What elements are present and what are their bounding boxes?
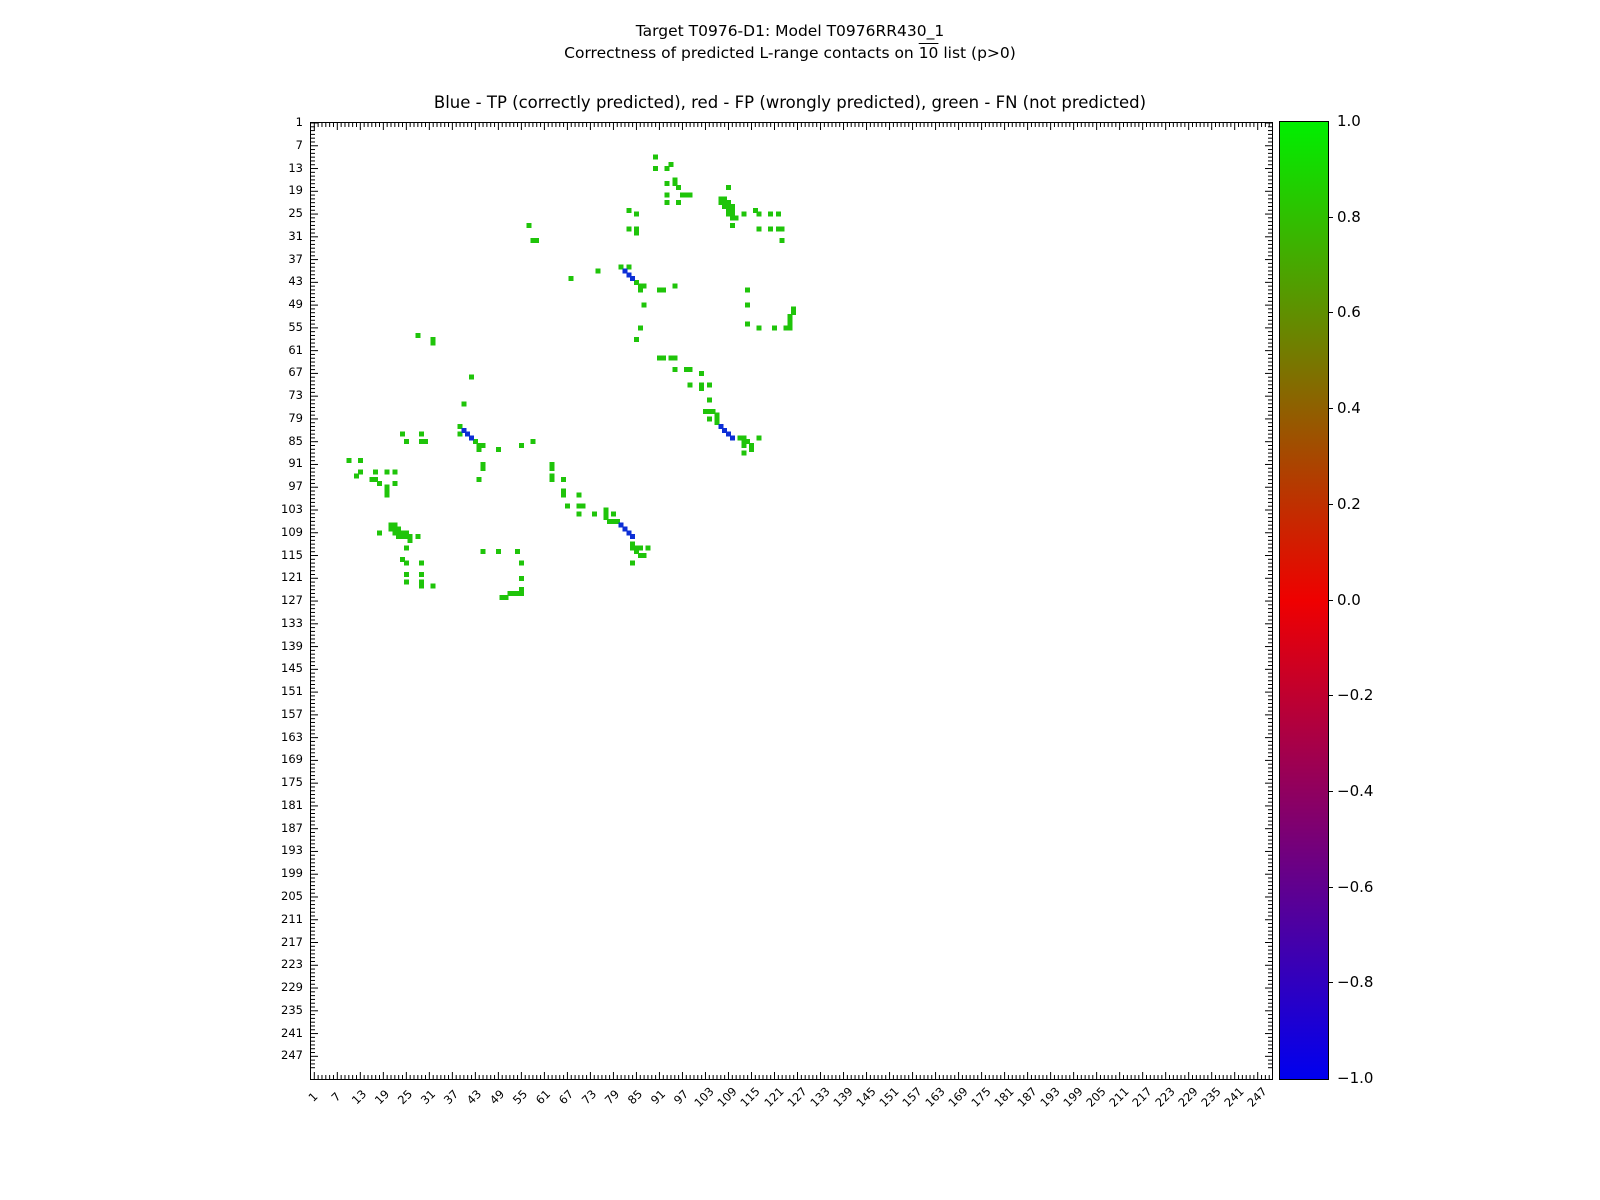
x-tick-label: 139 bbox=[829, 1084, 856, 1110]
contact-point bbox=[707, 382, 712, 387]
x-tick-label: 211 bbox=[1105, 1084, 1132, 1110]
contact-point bbox=[638, 287, 643, 292]
contact-point bbox=[481, 466, 486, 471]
y-tick-label: 109 bbox=[281, 524, 303, 539]
y-tick-label: 91 bbox=[288, 456, 303, 471]
contact-point bbox=[377, 481, 382, 486]
colorbar-tick-label: −0.6 bbox=[1337, 878, 1374, 896]
contact-point bbox=[515, 549, 520, 554]
contact-point bbox=[431, 583, 436, 588]
x-tick-label: 109 bbox=[714, 1084, 741, 1110]
contact-point bbox=[404, 580, 409, 585]
x-tick-label: 115 bbox=[737, 1084, 764, 1110]
contact-point bbox=[596, 269, 601, 274]
contact-point bbox=[630, 534, 635, 539]
contact-point bbox=[772, 325, 777, 330]
contact-point bbox=[527, 223, 532, 228]
y-tick-label: 247 bbox=[281, 1048, 303, 1063]
title-line2-prefix: Correctness of predicted L-range contacts on bbox=[564, 44, 919, 62]
contact-point bbox=[431, 341, 436, 346]
contact-point bbox=[780, 227, 785, 232]
colorbar-tick bbox=[1328, 887, 1333, 888]
colorbar-tick bbox=[1328, 312, 1333, 313]
y-tick-label: 133 bbox=[281, 615, 303, 630]
contact-point bbox=[611, 511, 616, 516]
x-tick-label: 103 bbox=[691, 1084, 718, 1110]
colorbar-tick-label: −1.0 bbox=[1337, 1069, 1374, 1087]
contact-point bbox=[419, 583, 424, 588]
x-tick-label: 19 bbox=[372, 1086, 393, 1108]
contact-point bbox=[672, 367, 677, 372]
colorbar bbox=[1279, 121, 1329, 1080]
y-tick-label: 217 bbox=[281, 934, 303, 949]
contact-point bbox=[408, 538, 413, 543]
contact-point bbox=[745, 287, 750, 292]
contact-point bbox=[665, 193, 670, 198]
y-tick-label: 139 bbox=[281, 638, 303, 653]
contact-point bbox=[734, 215, 739, 220]
contact-point bbox=[672, 356, 677, 361]
contact-point bbox=[519, 576, 524, 581]
contact-point bbox=[780, 238, 785, 243]
y-tick-label: 163 bbox=[281, 729, 303, 744]
contact-point bbox=[519, 561, 524, 566]
y-tick-label: 13 bbox=[288, 160, 303, 175]
contact-point bbox=[688, 367, 693, 372]
x-tick-label: 13 bbox=[349, 1086, 370, 1108]
contact-point bbox=[741, 451, 746, 456]
x-tick-label: 157 bbox=[898, 1084, 925, 1110]
contact-point bbox=[415, 333, 420, 338]
contact-point bbox=[481, 443, 486, 448]
contact-point bbox=[665, 181, 670, 186]
contact-point bbox=[400, 432, 405, 437]
contact-point bbox=[745, 322, 750, 327]
contact-point bbox=[419, 432, 424, 437]
y-tick-label: 151 bbox=[281, 684, 303, 699]
contact-point bbox=[672, 284, 677, 289]
x-tick-label: 49 bbox=[487, 1086, 508, 1108]
y-tick-label: 19 bbox=[288, 183, 303, 198]
title-line2-overlined-number: 10 bbox=[918, 44, 939, 62]
x-tick-label: 55 bbox=[510, 1086, 531, 1108]
contact-point bbox=[757, 325, 762, 330]
contact-point bbox=[469, 435, 474, 440]
contact-point bbox=[776, 212, 781, 217]
contact-point bbox=[757, 227, 762, 232]
contact-point bbox=[561, 492, 566, 497]
y-tick-label: 25 bbox=[288, 206, 303, 221]
contact-point bbox=[626, 227, 631, 232]
y-tick-label: 169 bbox=[281, 752, 303, 767]
colorbar-tick bbox=[1328, 504, 1333, 505]
contact-point bbox=[676, 200, 681, 205]
y-tick-label: 7 bbox=[295, 137, 303, 152]
x-tick-label: 199 bbox=[1059, 1084, 1086, 1110]
contact-point bbox=[730, 223, 735, 228]
x-tick-label: 181 bbox=[990, 1084, 1017, 1110]
colorbar-tick-label: 0.4 bbox=[1337, 399, 1361, 417]
contact-point bbox=[661, 287, 666, 292]
contact-point bbox=[768, 227, 773, 232]
x-tick-label: 73 bbox=[579, 1086, 600, 1108]
y-tick-label: 97 bbox=[288, 479, 303, 494]
x-tick-label: 61 bbox=[533, 1086, 554, 1108]
y-tick-label: 157 bbox=[281, 706, 303, 721]
x-tick-label: 1 bbox=[305, 1089, 321, 1105]
colorbar-tick bbox=[1328, 408, 1333, 409]
x-tick-label: 121 bbox=[760, 1084, 787, 1110]
x-tick-label: 145 bbox=[852, 1084, 879, 1110]
contact-point bbox=[496, 447, 501, 452]
colorbar-tick bbox=[1328, 217, 1333, 218]
contact-point bbox=[469, 375, 474, 380]
y-tick-label: 175 bbox=[281, 775, 303, 790]
contact-point bbox=[741, 443, 746, 448]
contact-point bbox=[477, 477, 482, 482]
colorbar-tick-label: 0.8 bbox=[1337, 208, 1361, 226]
title-line2-suffix: list (p>0) bbox=[938, 44, 1016, 62]
y-tick-label: 145 bbox=[281, 661, 303, 676]
contact-point bbox=[730, 435, 735, 440]
contact-point bbox=[787, 325, 792, 330]
x-tick-label: 37 bbox=[441, 1086, 462, 1108]
contact-point bbox=[534, 238, 539, 243]
legend-caption: Blue - TP (correctly predicted), red - FP (wrongly predicted), green - FN (not predicted) bbox=[433, 93, 1147, 112]
y-tick-label: 199 bbox=[281, 866, 303, 881]
x-tick-label: 175 bbox=[967, 1084, 994, 1110]
contact-point bbox=[768, 212, 773, 217]
contact-point bbox=[576, 511, 581, 516]
y-tick-label: 115 bbox=[281, 547, 303, 562]
y-tick-label: 79 bbox=[288, 410, 303, 425]
contact-point bbox=[638, 325, 643, 330]
x-tick-label: 67 bbox=[556, 1086, 577, 1108]
y-tick-label: 73 bbox=[288, 388, 303, 403]
colorbar-tick-label: 0.0 bbox=[1337, 591, 1361, 609]
contact-point bbox=[550, 477, 555, 482]
y-tick-label: 43 bbox=[288, 274, 303, 289]
contact-point bbox=[415, 534, 420, 539]
contact-point bbox=[634, 231, 639, 236]
contact-point bbox=[726, 185, 731, 190]
y-tick-label: 49 bbox=[288, 297, 303, 312]
contact-point bbox=[626, 208, 631, 213]
contact-point bbox=[385, 492, 390, 497]
contact-point bbox=[592, 511, 597, 516]
contact-point bbox=[550, 466, 555, 471]
colorbar-tick bbox=[1328, 982, 1333, 983]
colorbar-tick-label: −0.2 bbox=[1337, 686, 1374, 704]
x-tick-label: 43 bbox=[464, 1086, 485, 1108]
y-tick-label: 205 bbox=[281, 888, 303, 903]
y-tick-label: 67 bbox=[288, 365, 303, 380]
contact-point bbox=[481, 549, 486, 554]
contact-point bbox=[634, 212, 639, 217]
x-tick-label: 97 bbox=[671, 1086, 692, 1108]
contact-point bbox=[642, 303, 647, 308]
plot-title-line2 bbox=[0, 44, 1580, 63]
x-tick-label: 31 bbox=[418, 1086, 439, 1108]
contact-point bbox=[665, 166, 670, 171]
contact-point bbox=[645, 545, 650, 550]
contact-point bbox=[346, 458, 351, 463]
colorbar-tick-label: −0.8 bbox=[1337, 973, 1374, 991]
y-tick-label: 55 bbox=[288, 319, 303, 334]
x-tick-label: 79 bbox=[602, 1086, 623, 1108]
x-tick-label: 193 bbox=[1036, 1084, 1063, 1110]
y-tick-label: 223 bbox=[281, 957, 303, 972]
colorbar-tick bbox=[1328, 600, 1333, 601]
plot-area bbox=[310, 122, 1273, 1080]
y-tick-label: 211 bbox=[281, 911, 303, 926]
contact-point bbox=[653, 166, 658, 171]
plot-title-line1: Target T0976-D1: Model T0976RR430_1 bbox=[635, 22, 945, 40]
x-tick-label: 85 bbox=[625, 1086, 646, 1108]
colorbar-tick-label: −0.4 bbox=[1337, 782, 1374, 800]
x-tick-label: 25 bbox=[395, 1086, 416, 1108]
contact-point bbox=[745, 303, 750, 308]
contact-point bbox=[665, 200, 670, 205]
contact-point bbox=[676, 185, 681, 190]
contact-point bbox=[561, 477, 566, 482]
contact-point bbox=[580, 504, 585, 509]
y-tick-label: 229 bbox=[281, 980, 303, 995]
contact-point bbox=[423, 439, 428, 444]
contact-point bbox=[419, 572, 424, 577]
y-tick-label: 103 bbox=[281, 501, 303, 516]
contact-point bbox=[630, 561, 635, 566]
y-tick-label: 181 bbox=[281, 797, 303, 812]
colorbar-tick-label: 0.2 bbox=[1337, 495, 1361, 513]
contact-point bbox=[358, 470, 363, 475]
colorbar-tick-label: 0.6 bbox=[1337, 303, 1361, 321]
contact-point bbox=[688, 193, 693, 198]
contact-point bbox=[707, 416, 712, 421]
y-tick-label: 241 bbox=[281, 1025, 303, 1040]
y-tick-label: 85 bbox=[288, 433, 303, 448]
contact-point bbox=[377, 530, 382, 535]
contact-point bbox=[385, 470, 390, 475]
contact-point bbox=[373, 470, 378, 475]
contact-point bbox=[749, 447, 754, 452]
contact-point bbox=[757, 212, 762, 217]
x-tick-label: 247 bbox=[1243, 1084, 1270, 1110]
colorbar-tick bbox=[1328, 695, 1333, 696]
x-tick-label: 151 bbox=[875, 1084, 902, 1110]
contact-point bbox=[642, 553, 647, 558]
contact-point bbox=[661, 356, 666, 361]
y-tick-label: 235 bbox=[281, 1002, 303, 1017]
x-tick-label: 223 bbox=[1151, 1084, 1178, 1110]
y-tick-label: 61 bbox=[288, 342, 303, 357]
contact-point bbox=[565, 504, 570, 509]
contact-point bbox=[404, 439, 409, 444]
x-tick-label: 187 bbox=[1013, 1084, 1040, 1110]
colorbar-tick bbox=[1328, 791, 1333, 792]
colorbar-tick-label: 1.0 bbox=[1337, 112, 1361, 130]
contact-point bbox=[496, 549, 501, 554]
y-tick-label: 187 bbox=[281, 820, 303, 835]
contact-point bbox=[569, 276, 574, 281]
contact-point bbox=[576, 492, 581, 497]
x-tick-label: 163 bbox=[921, 1084, 948, 1110]
contact-point bbox=[638, 545, 643, 550]
contact-point bbox=[404, 572, 409, 577]
contact-map-svg bbox=[311, 123, 1272, 1079]
x-tick-label: 217 bbox=[1128, 1084, 1155, 1110]
contact-point bbox=[519, 443, 524, 448]
y-tick-label: 1 bbox=[295, 115, 303, 129]
contact-point bbox=[634, 337, 639, 342]
x-tick-label: 7 bbox=[328, 1089, 344, 1105]
contact-point bbox=[757, 435, 762, 440]
contact-point bbox=[392, 481, 397, 486]
contact-point bbox=[519, 591, 524, 596]
x-tick-label: 127 bbox=[783, 1084, 810, 1110]
y-tick-label: 37 bbox=[288, 251, 303, 266]
contact-point bbox=[404, 561, 409, 566]
contact-point bbox=[461, 401, 466, 406]
contact-point bbox=[741, 212, 746, 217]
contact-point bbox=[404, 545, 409, 550]
contact-point bbox=[653, 155, 658, 160]
contact-point bbox=[699, 386, 704, 391]
contact-point bbox=[358, 458, 363, 463]
contact-point bbox=[392, 470, 397, 475]
contact-point bbox=[707, 398, 712, 403]
contact-point bbox=[688, 382, 693, 387]
y-tick-label: 121 bbox=[281, 570, 303, 585]
x-tick-label: 205 bbox=[1082, 1084, 1109, 1110]
x-tick-label: 133 bbox=[806, 1084, 833, 1110]
y-tick-label: 31 bbox=[288, 228, 303, 243]
x-tick-label: 241 bbox=[1220, 1084, 1247, 1110]
y-tick-label: 127 bbox=[281, 593, 303, 608]
contact-point bbox=[530, 439, 535, 444]
contact-point bbox=[699, 371, 704, 376]
x-tick-label: 169 bbox=[944, 1084, 971, 1110]
contact-point bbox=[419, 561, 424, 566]
y-tick-label: 193 bbox=[281, 843, 303, 858]
contact-point bbox=[630, 276, 635, 281]
x-tick-label: 229 bbox=[1174, 1084, 1201, 1110]
x-tick-label: 235 bbox=[1197, 1084, 1224, 1110]
x-tick-label: 91 bbox=[648, 1086, 669, 1108]
